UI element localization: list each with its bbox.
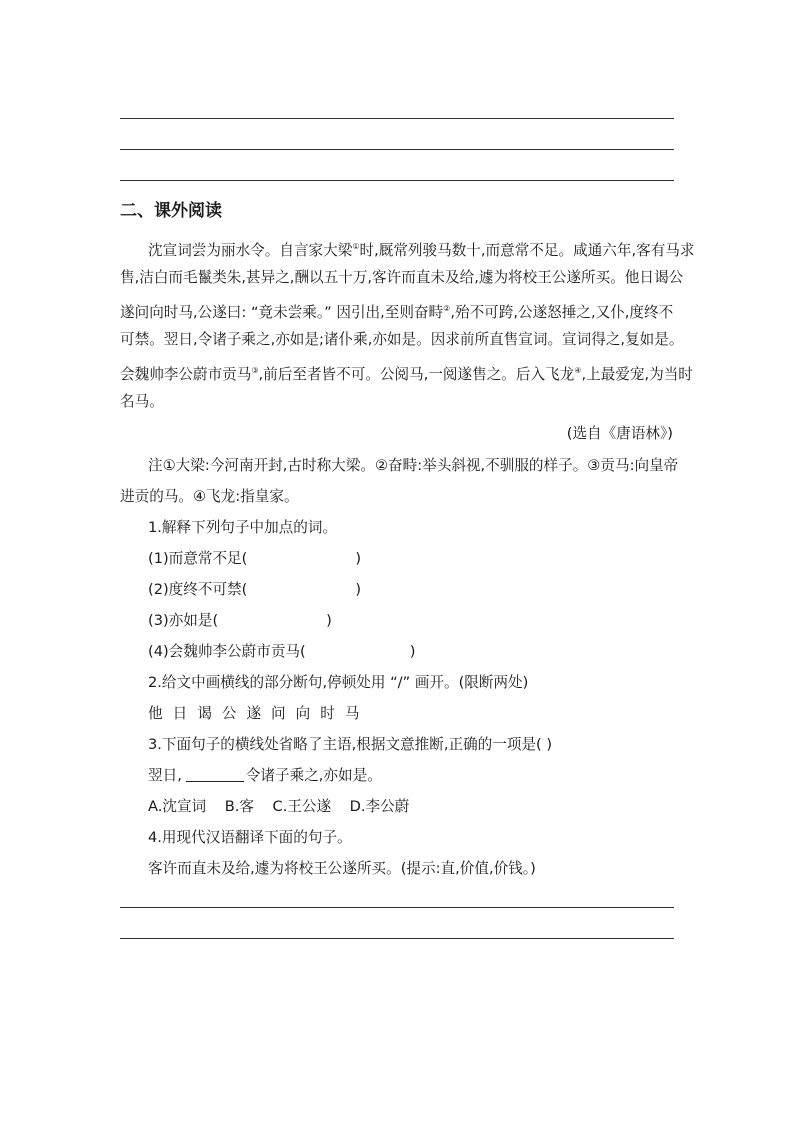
note-line-2: 进贡的马。④飞龙:指皇家。	[120, 488, 299, 505]
passage-line-1: 沈宣词尝为丽水令。自言家大梁①时,厩常列骏马数十,而意常不足。咸通六年,客有马求	[148, 242, 695, 259]
question-3-sentence: 翌日, 令诸子乘之,亦如是。	[148, 767, 382, 784]
answer-line-1	[120, 118, 674, 119]
source-citation: (选自《唐语林》)	[566, 425, 673, 442]
section-title: 二、课外阅读	[120, 201, 222, 221]
passage-line-5: 会魏帅李公蔚市贡马③,前后至者皆不可。公阅马,一阅遂售之。后入飞龙④,上最爱宠,为当时	[120, 366, 693, 383]
answer-line-4	[120, 907, 674, 908]
passage-line-4: 可禁。翌日,令诸子乘之,亦如是;诸仆乘,亦如是。因求前所直售宣词。宣词得之,复如是。	[120, 331, 684, 348]
passage-line-2: 售,洁白而毛鬣类朱,甚异之,酬以五十万,客许而直未及给,遽为将校王公遂所买。他日谒公	[120, 269, 684, 286]
answer-line-5	[120, 938, 674, 939]
question-1-item-3: (3)亦如是( )	[148, 612, 332, 629]
question-2: 2.给文中画横线的部分断句,停顿处用 “/” 画开。(限断两处)	[148, 674, 529, 691]
question-4: 4.用现代汉语翻译下面的句子。	[148, 829, 352, 846]
subject-blank-underline[interactable]	[186, 767, 244, 782]
question-1-item-1: (1)而意常不足( )	[148, 550, 362, 567]
note-line-1: 注①大梁:今河南开封,古时称大梁。②奋畤:举头斜视,不驯服的样子。③贡马:向皇帝	[148, 457, 679, 474]
question-1-item-2: (2)度终不可禁( )	[148, 581, 362, 598]
passage-line-3: 遂问向时马,公遂曰: “竟未尝乘。” 因引出,至则奋畤②,殆不可跨,公遂怒捶之,又仆,度终不	[120, 304, 674, 321]
answer-line-2	[120, 149, 674, 150]
answer-line-3	[120, 180, 674, 181]
footnote-marker-1: ①	[352, 242, 360, 251]
question-4-sentence: 客许而直未及给,遽为将校王公遂所买。(提示:直,价值,价钱。)	[148, 860, 536, 877]
footnote-marker-3: ③	[251, 366, 259, 375]
footnote-marker-4: ④	[574, 366, 582, 375]
question-3: 3.下面句子的横线处省略了主语,根据文意推断,正确的一项是( )	[148, 736, 553, 753]
question-2-sentence: 他 日 谒 公 遂 问 向 时 马	[148, 705, 360, 722]
question-1: 1.解释下列句子中加点的词。	[148, 519, 338, 536]
footnote-marker-2: ②	[443, 304, 451, 313]
passage-line-6: 名马。	[120, 393, 164, 410]
question-1-item-4: (4)会魏帅李公蔚市贡马( )	[148, 643, 416, 660]
question-3-options: A.沈宣词 B.客 C.王公遂 D.李公蔚	[148, 798, 410, 815]
